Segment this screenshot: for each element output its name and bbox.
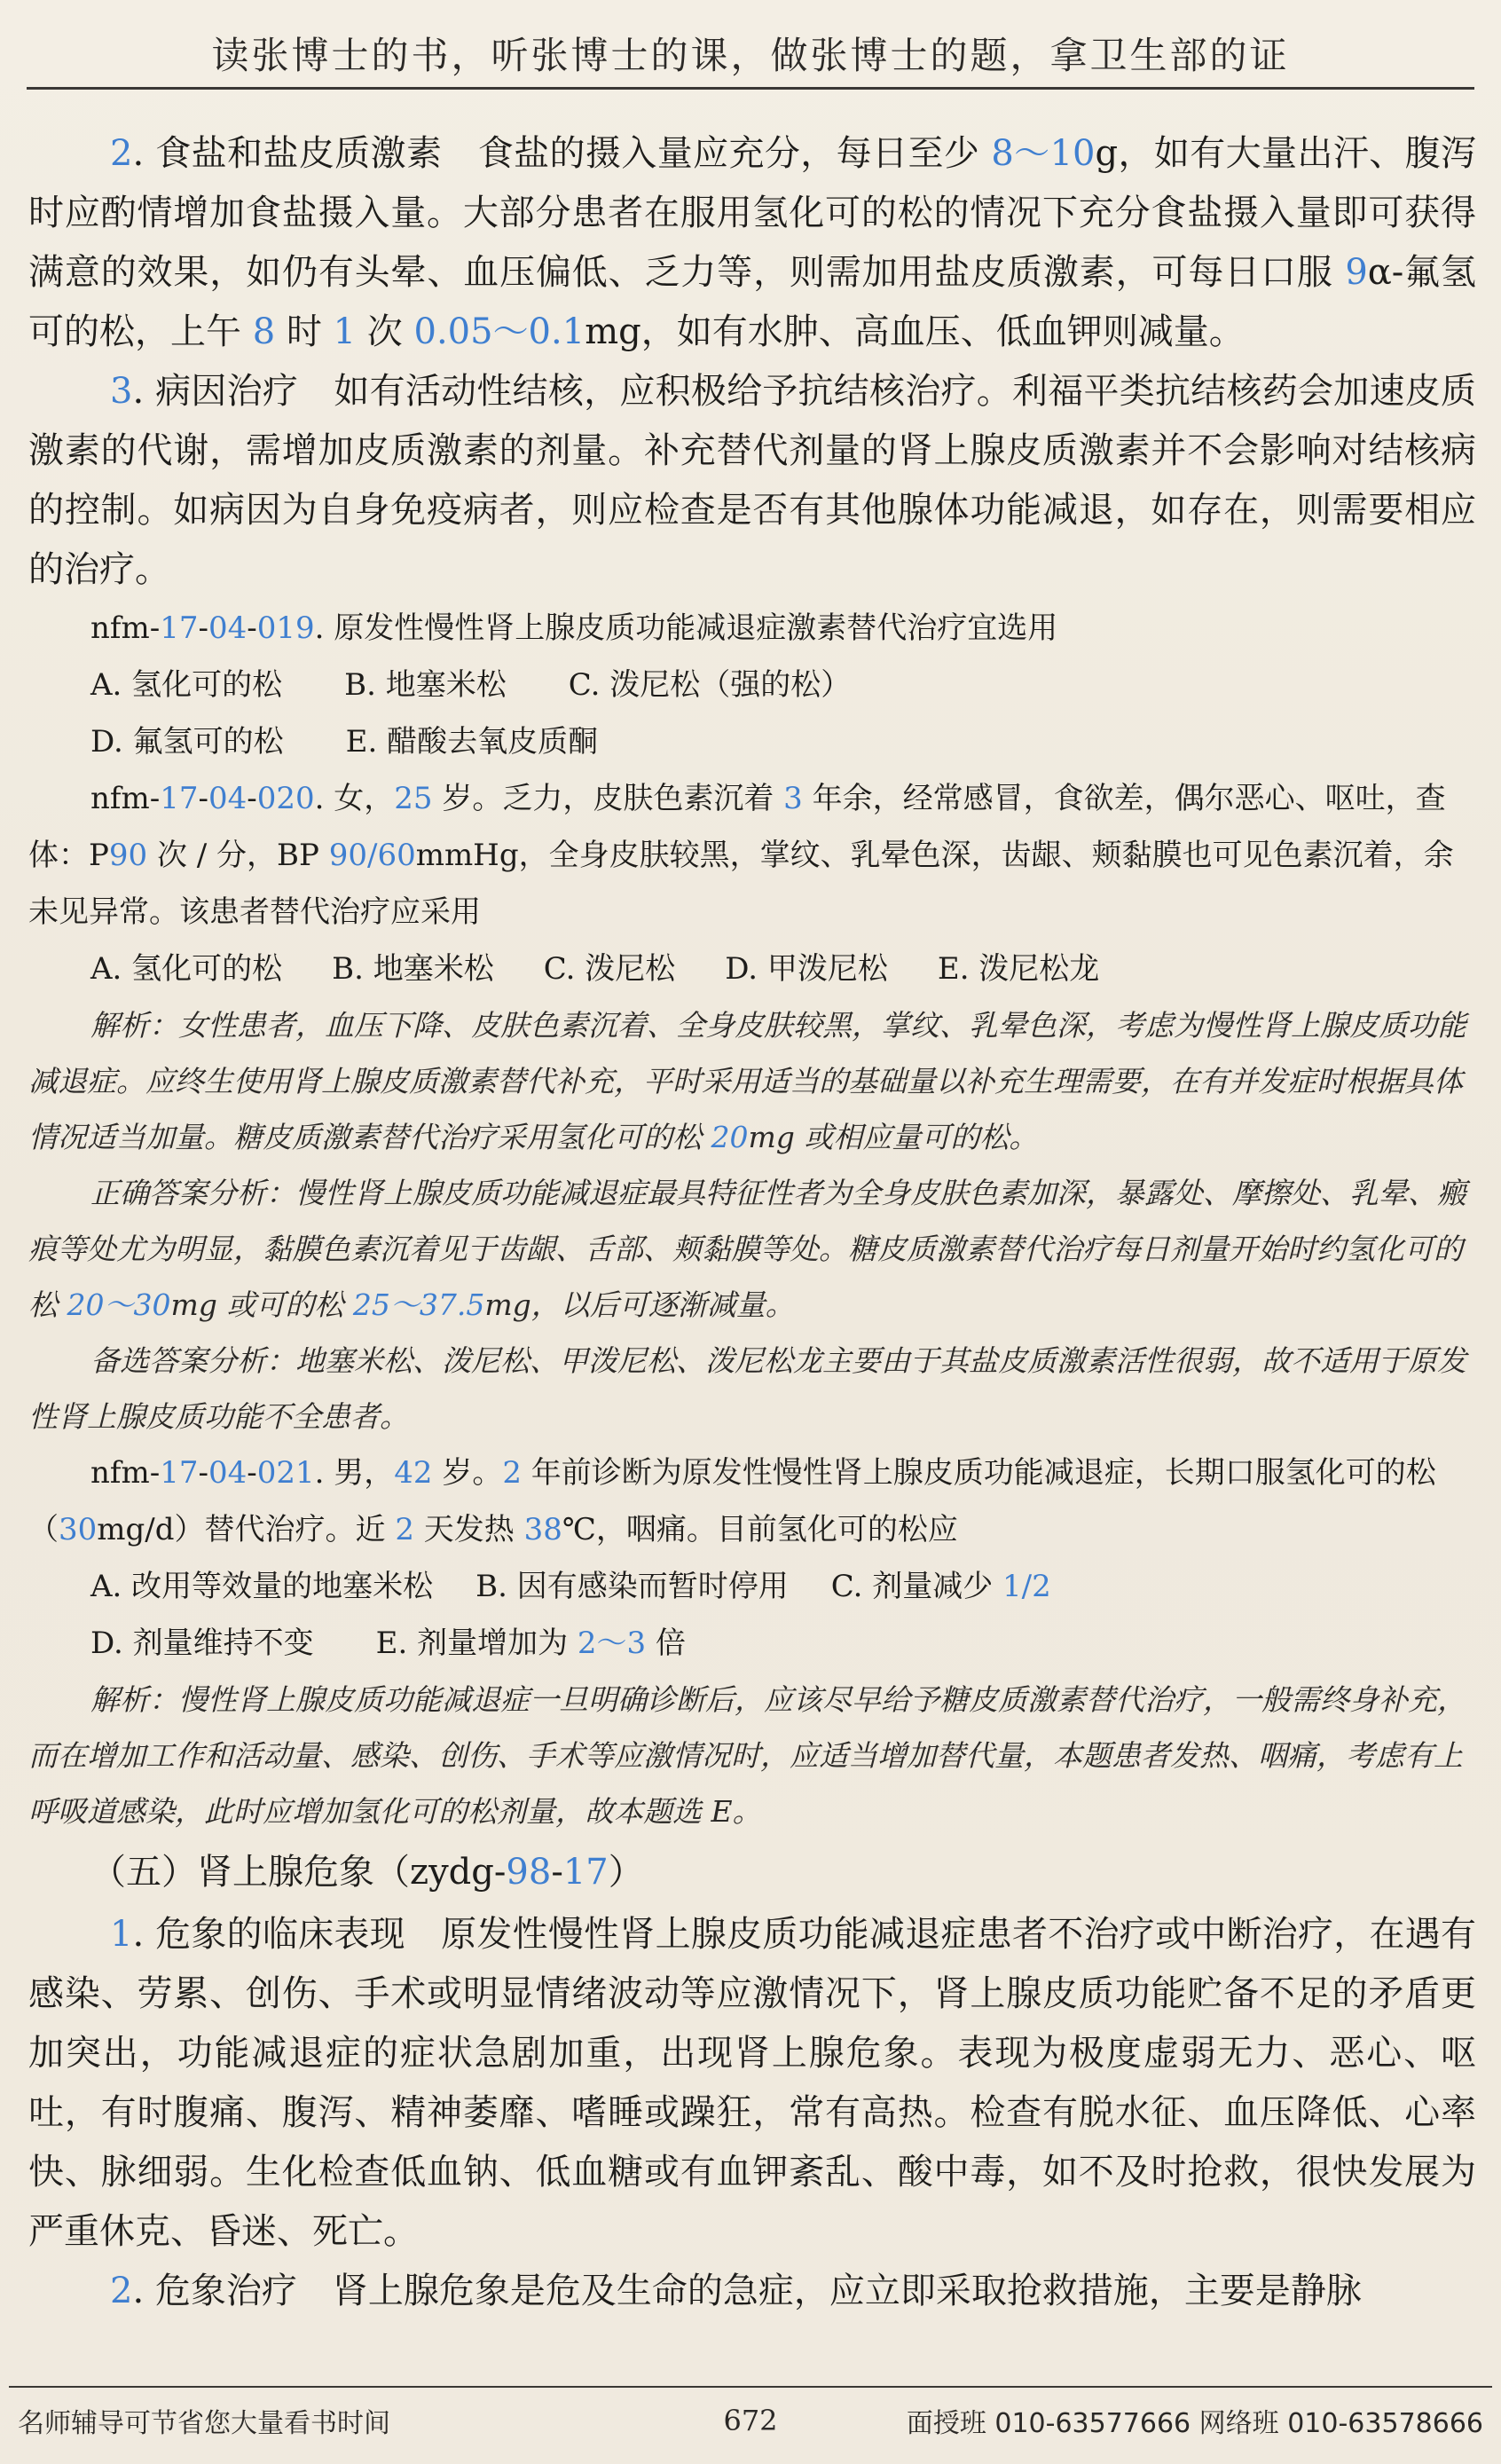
question-021-options-row2 [28,1615,1476,1672]
value: 20 [711,1120,749,1154]
q-code: 04 [208,1455,248,1491]
q-code: 04 [208,610,248,646]
question-019-stem [28,600,1476,657]
text: . 男， [314,1455,395,1491]
text: 岁。乏力，皮肤色素沉着 [432,781,784,816]
option-d: D. 甲泼尼松 [725,951,888,987]
text: . 危象治疗 肾上腺危象是危及生命的急症，应立即采取抢救措施，主要是静脉 [132,2271,1362,2311]
text: 解析：慢性肾上腺皮质功能减退症一旦明确诊断后，应该尽早给予糖皮质激素替代治疗，一般需终身补充，而在增加工作和活动量、感染、创伤、手术等应激情况时，应适当增加替代量，本题患者发热、咽痛，考虑有上呼吸道感染，此时应增加氢化可的松剂量，故本题选 E。 [28,1682,1466,1829]
option-d: D. 剂量维持不变 [90,1626,314,1661]
option-d: D. 氟氢可的松 [90,724,284,760]
question-020-explanation [28,997,1476,1165]
text: mmHg，全身皮肤较黑，掌纹、乳晕色深，齿龈、颊黏膜也可见色素沉着，余未见异常。该患者替代治疗应采用 [28,838,1454,930]
question-020-stem [28,770,1476,941]
page-footer [18,2394,1483,2447]
question-020-correct-analysis [28,1165,1476,1333]
q-code: 020 [256,781,315,816]
running-header [27,18,1474,89]
text: 年余，经常感冒，食欲差，偶尔恶心、呕吐，查体：P [28,781,1446,873]
value: 20～30 [67,1287,171,1322]
q-code: 17 [160,1455,199,1491]
q-prefix: nfm- [90,1455,161,1491]
paragraph-crisis-treatment [28,2262,1476,2321]
option-b: B. 因有感染而暂时停用 [475,1569,789,1604]
q-sep: - [198,781,208,816]
q-sep: - [198,1455,208,1491]
item-number: 2 [110,133,133,174]
option-c: C. 泼尼松 [543,951,676,987]
value: 90 [108,838,148,873]
value: 8 [252,311,276,352]
q-sep: - [247,610,257,646]
value: 25～37.5 [352,1287,485,1322]
value: 1 [333,311,357,352]
text: . 危象的临床表现 原发性慢性肾上腺皮质功能减退症患者不治疗或中断治疗，在遇有感染、劳累、创伤、手术或明显情绪波动等应激情况下，肾上腺皮质功能贮备不足的矛盾更加突出，功能减退症的症状急剧加重，出现肾上腺危象。表现为极度虚弱无力、恶心、呕吐，有时腹痛、腹泻、精神萎靡、嗜睡或躁狂，常有高热。检查有脱水征、血压降低、心率快、脉细弱。生化检查低血钠、低血糖或有血钾紊乱、酸中毒，如不及时抢救，很快发展为严重休克、昏迷、死亡。 [28,1914,1476,2252]
paragraph-crisis-manifestation [28,1905,1476,2262]
text: ℃，咽痛。目前氢化可的松应 [562,1512,958,1547]
q-code: 04 [208,781,248,816]
header-title: 读张博士的书，听张博士的课，做张博士的题，拿卫生部的证 [211,34,1290,77]
q-sep: - [247,781,257,816]
item-number: 2 [110,2271,133,2311]
page-number: 672 [723,2404,778,2437]
option-e: E. 醋酸去氧皮质酮 [345,724,599,760]
option-c [831,1558,1051,1615]
option-a: A. 氢化可的松 [90,667,283,703]
paragraph-etiology [28,362,1476,600]
value: 0.05～0.1 [413,311,585,352]
header-rule [27,87,1474,90]
text: 次 / 分，BP [147,838,329,873]
text: mg 或可的松 [170,1287,353,1322]
q-code: 17 [160,781,199,816]
code: 17 [562,1852,609,1893]
q-code: 021 [256,1455,315,1491]
value: 2 [395,1512,414,1547]
value: 8～10 [991,133,1096,174]
text: . 女， [314,781,395,816]
footer-rule [9,2386,1492,2388]
option-a: A. 氢化可的松 [90,951,283,987]
question-019-options-row2 [28,713,1476,770]
text: mg 或相应量可的松。 [748,1120,1039,1154]
value: 9 [1345,252,1368,293]
text: mg/d）替代治疗。近 [97,1512,396,1547]
value: 90/60 [328,838,416,873]
value: 42 [394,1455,433,1491]
text: mg，如有水肿、高血压、低血钾则减量。 [585,311,1245,352]
text: g，如有大量出汗、腹泻时应酌情增加食盐摄入量。大部分患者在服用氢化可的松的情况下充分食盐摄入量即可获得满意的效果，如仍有头晕、血压偏低、乏力等，则需加用盐皮质激素，可每日口服 [28,133,1476,293]
item-number: 1 [110,1914,133,1955]
option-c-value: 1/2 [1002,1569,1051,1604]
paragraph-salt [28,124,1476,362]
footer-right: 面授班 010-63577666 网络班 010-63578666 [906,2408,1483,2439]
text: 解析：女性患者，血压下降、皮肤色素沉着、全身皮肤较黑，掌纹、乳晕色深，考虑为慢性肾上腺皮质功能减退症。应终生使用肾上腺皮质激素替代补充，平时采用适当的基础量以补充生理需要，在有并发症时根据具体情况适当加量。糖皮质激素替代治疗采用氢化可的松 [28,1008,1466,1154]
section-title-adrenal-crisis [28,1839,1476,1905]
page-content [28,124,1476,2360]
text: α-氟氢可的松，上午 [28,252,1476,352]
value: 2 [502,1455,522,1491]
option-e: E. 泼尼松龙 [937,951,1100,987]
question-021-explanation [28,1672,1476,1839]
q-sep: - [247,1455,257,1491]
value: 25 [394,781,433,816]
question-019-options-row1 [28,657,1476,713]
value: 38 [523,1512,562,1547]
option-c: C. 泼尼松（强的松） [568,667,852,703]
option-e-suffix: 倍 [646,1626,686,1661]
q-code: 019 [256,610,315,646]
q-sep: - [198,610,208,646]
question-020-options [28,941,1476,997]
q-stem: . 原发性慢性肾上腺皮质功能减退症激素替代治疗宜选用 [314,610,1058,646]
option-b: B. 地塞米松 [344,667,507,703]
q-prefix: nfm- [90,781,161,816]
value: 30 [59,1512,98,1547]
option-e-value: 2～3 [577,1626,647,1661]
item-number: 3 [110,371,133,412]
question-021-stem [28,1445,1476,1558]
question-021-options-row1 [28,1558,1476,1615]
option-c-text: C. 剂量减少 [830,1569,1003,1604]
q-code: 17 [160,610,199,646]
text: 时 [275,311,334,352]
text: 天发热 [413,1512,524,1547]
option-e-text: E. 剂量增加为 [375,1626,578,1661]
text: ） [608,1852,644,1893]
text: 年前诊断为原发性慢性肾上腺皮质功能减退症，长期口服氢化可的松（ [28,1455,1436,1547]
text: 次 [356,311,414,352]
option-e [376,1615,686,1672]
option-a: A. 改用等效量的地塞米松 [90,1569,434,1604]
text: - [551,1852,563,1893]
text: . 病因治疗 如有活动性结核，应积极给予抗结核治疗。利福平类抗结核药会加速皮质激素的代谢，需增加皮质激素的剂量。补充替代剂量的肾上腺皮质激素并不会影响对结核病的控制。如病因为自身免疫病者，则应检查是否有其他腺体功能减退，如存在，则需要相应的治疗。 [28,371,1476,590]
text: . 食盐和盐皮质激素 食盐的摄入量应充分，每日至少 [132,133,992,174]
text: 备选答案分析：地塞米松、泼尼松、甲泼尼松、泼尼松龙主要由于其盐皮质激素活性很弱，故不适用于原发性肾上腺皮质功能不全患者。 [28,1343,1466,1434]
text: 岁。 [432,1455,503,1491]
question-020-alternative-analysis [28,1333,1476,1445]
option-b: B. 地塞米松 [332,951,494,987]
footer-left: 名师辅导可节省您大量看书时间 [18,2408,390,2439]
code: 98 [506,1852,552,1893]
value: 3 [783,781,803,816]
q-prefix: nfm- [90,610,161,646]
text: mg，以后可逐渐减量。 [484,1287,795,1322]
text: 正确答案分析：慢性肾上腺皮质功能减退症最具特征性者为全身皮肤色素加深，暴露处、摩擦处、乳晕、瘢痕等处尤为明显，黏膜色素沉着见于齿龈、舌部、颊黏膜等处。糖皮质激素替代治疗每日剂量开始时约氢化可的松 [28,1176,1466,1322]
text: （五）肾上腺危象（zydg- [90,1852,507,1893]
